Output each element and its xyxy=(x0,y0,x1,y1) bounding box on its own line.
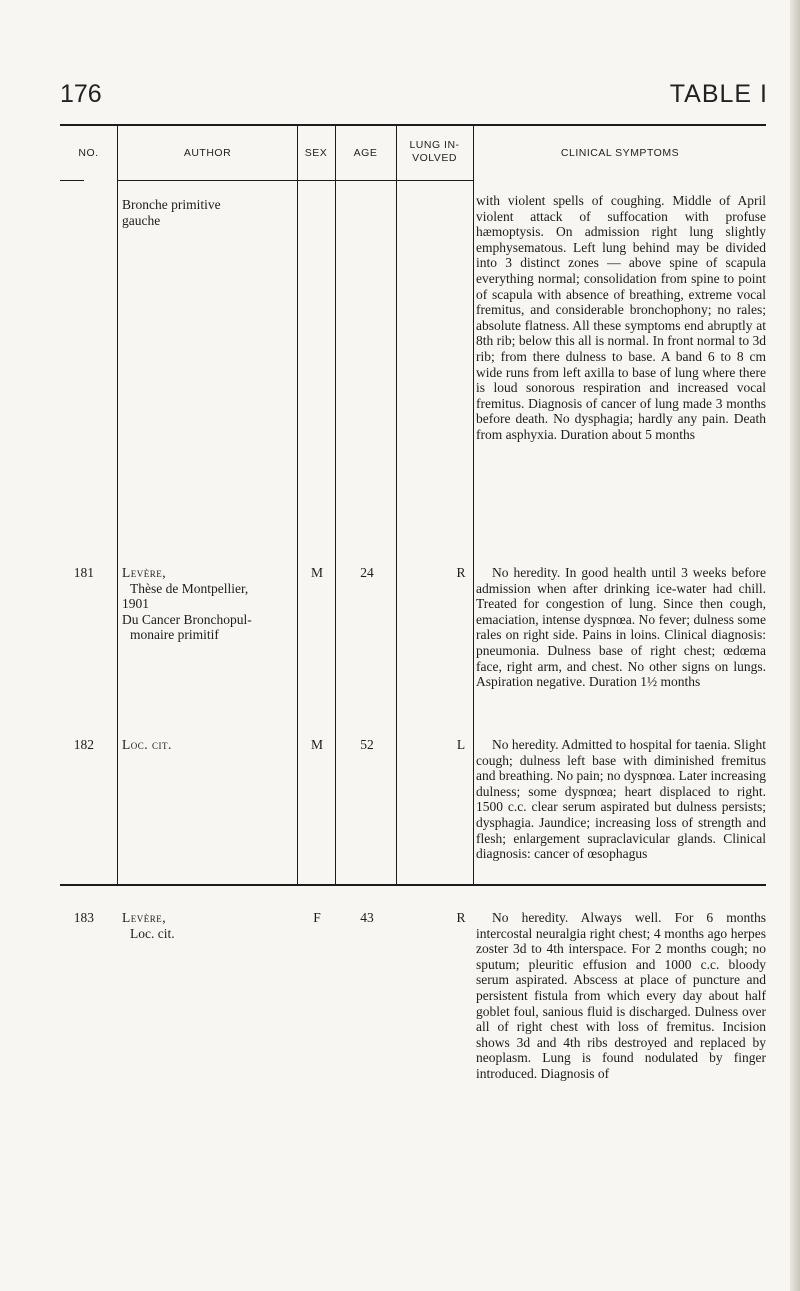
symptoms-cell: No heredity. Admitted to hospital for taenia. Slight cough; dulness left base with diminished fremitus and breathing. No pain; no dyspnœa. Later increasing dulness; some dyspnœa; heart displaced to right. 1500 c.c. clear serum aspirated but dulness persists; dysphagia. Jaundice; increasing loss of strength and flesh; enlargement supraclavicular glands. Clinical diagnosis: cancer of œsophagus xyxy=(476,737,766,862)
author-cell xyxy=(122,910,297,941)
sex-cell: F xyxy=(313,910,321,925)
case-number: 182 xyxy=(73,737,94,752)
header-lung xyxy=(396,139,473,165)
table-top-rule xyxy=(60,124,766,126)
header-bottom-rule xyxy=(118,180,474,181)
author-line: Thèse de Montpellier, xyxy=(130,580,249,596)
author-cell xyxy=(122,197,297,228)
page-title: TABLE I xyxy=(669,80,768,108)
author-name: Levère, xyxy=(122,910,167,925)
header-no: NO. xyxy=(78,147,99,159)
symptoms-cell: with violent spells of coughing. Middle of April violent attack of suffocation with profuse hæmoptysis. On admission right lung slightly emphysematous. Left lung behind may be divided into 3 distinct zones — above spine of scapula everything normal; consolidation from spine to point of scapula with absence of breathing, extreme vocal fremitus, and considerable bronchophony; no rales; absolute flatness. All these symptoms end abruptly at 8th rib; below this all is normal. In front normal to 3d rib; from there dulness to base. A band 6 to 8 cm wide runs from left axilla to base of lung where there is loud sonorous respiration and increased vocal fremitus. Diagnosis of cancer of lung made 3 months before death. No dysphagia; hardly any pain. Death from asphyxia. Duration about 5 months xyxy=(476,193,766,442)
lung-cell: R xyxy=(456,910,466,925)
age-cell: 52 xyxy=(360,737,374,752)
author-line: Loc. cit. xyxy=(130,925,175,941)
header-lung-line2: VOLVED xyxy=(412,152,457,164)
author-name: Levère, xyxy=(122,565,167,580)
age-cell: 24 xyxy=(360,565,374,580)
author-name: Loc. cit. xyxy=(122,737,172,752)
header-age: AGE xyxy=(353,147,378,159)
header-symptoms: CLINICAL SYMPTOMS xyxy=(560,147,680,159)
header-sex: SEX xyxy=(304,147,328,159)
page-number: 176 xyxy=(60,80,102,108)
column-divider xyxy=(297,125,298,885)
header-lung-line1: LUNG IN- xyxy=(409,139,460,151)
column-divider xyxy=(335,125,336,885)
column-divider xyxy=(396,125,397,885)
column-divider xyxy=(473,125,474,885)
author-line: monaire primitif xyxy=(130,627,219,643)
sex-cell: M xyxy=(310,565,323,580)
symptoms-cell: No heredity. In good health until 3 weeks before admission when after drinking ice-water had chill. Treated for congestion of lung. Since then cough, emaciation, intense dyspnœa. No fever; dulness some rales on right side. Pains in loins. Clinical diagnosis: pneumonia. Dulness base of right chest; œdœma face, right arm, and chest. No other signs on lungs. Aspiration negative. Duration 1½ months xyxy=(476,565,766,690)
lung-cell: L xyxy=(456,737,466,752)
lung-cell: R xyxy=(456,565,466,580)
sex-cell: M xyxy=(310,737,323,752)
table-bottom-rule xyxy=(60,884,766,886)
author-line: Bronche primitive xyxy=(122,197,221,212)
column-divider xyxy=(117,125,118,885)
author-cell xyxy=(122,737,297,753)
header-bottom-rule-short xyxy=(60,180,84,181)
case-number: 183 xyxy=(73,910,94,925)
age-cell: 43 xyxy=(360,910,374,925)
case-number: 181 xyxy=(73,565,94,580)
author-line: Du Cancer Bronchopul- xyxy=(122,611,252,627)
symptoms-cell: No heredity. Always well. For 6 months intercostal neuralgia right chest; 4 months ago herpes zoster 3d to 4th interspace. For 2 months cough; no sputum; pleuritic effusion and 1000 c.c. bloody serum aspirated. Abscess at place of puncture and persistent fistula from which every day about half goblet foul, sanious fluid is discharged. Dulness over all of right chest with loss of fremitus. Incision shows 3d and 4th ribs destroyed and replaced by neoplasm. Lung is found nodulated by finger introduced. Diagnosis of xyxy=(476,910,766,1081)
author-line: 1901 xyxy=(122,596,149,612)
header-author: AUTHOR xyxy=(183,147,232,159)
author-cell xyxy=(122,565,297,643)
author-line: gauche xyxy=(122,212,161,228)
page-edge xyxy=(790,0,800,1291)
